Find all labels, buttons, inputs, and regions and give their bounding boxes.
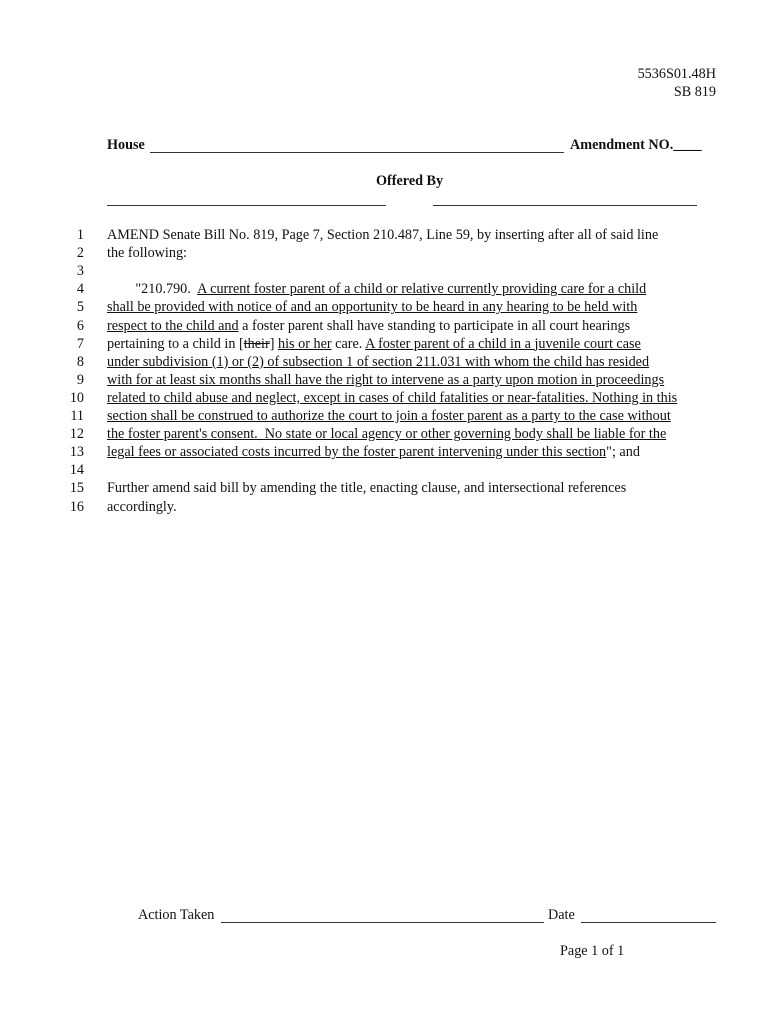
line-number: 6 [76,317,84,334]
line-number: 11 [70,408,84,424]
line-text [107,354,649,371]
line-text [107,390,677,407]
inserted-text: his or her [278,335,332,352]
line-number: 14 [69,462,84,479]
text-segment: Further amend said bill by amending the title, enacting clause, and intersectional references [107,480,627,497]
line-number: 13 [69,444,84,461]
text-segment: pertaining to a child in [ [107,335,244,352]
line-text [107,444,640,461]
inserted-text: A foster parent of a child in a juvenile court case [365,335,641,352]
line-text [107,480,626,497]
inserted-text: the foster parent's consent. No state or local agency or other governing body shall be liable for the [107,426,667,443]
offered-by-line-right [433,205,697,206]
inserted-text: related to child abuse and neglect, except in cases of child fatalities or near-fatalities. Nothing in this [107,389,678,406]
action-taken-label: Action Taken [138,907,215,923]
line-number: 4 [76,281,84,298]
inserted-text: shall be provided with notice of and an opportunity to be heard in any hearing to be held with [107,299,638,316]
bill-number: SB 819 [673,84,716,100]
line-number: 9 [76,371,84,388]
line-number: 8 [76,353,84,370]
date-line [581,922,716,923]
date-label: Date [548,907,575,923]
house-label: House [107,137,145,153]
line-number: 5 [76,299,84,316]
inserted-text: section shall be construed to authorize the court to join a foster parent as a party to the case without [107,408,671,424]
line-text [107,281,646,298]
text-segment: accordingly. [107,498,177,515]
inserted-text: with for at least six months shall have the right to intervene as a party upon motion in proceedings [107,371,665,388]
line-text [107,408,671,425]
offered-by-label: Offered By [376,173,444,189]
inserted-text: A current foster parent of a child or relative currently providing care for a child [197,281,647,298]
offered-by-line-left [107,205,386,206]
line-text [107,336,641,353]
text-segment: ] [269,335,278,352]
document-code: 5536S01.48H [637,66,716,82]
inserted-text: under subdivision (1) or (2) of subsection 1 of section 211.031 with whom the child has resided [107,353,650,370]
line-text [107,318,630,335]
line-number: 10 [69,389,84,406]
house-blank-line [150,152,564,153]
line-number: 15 [69,480,84,497]
text-segment: a foster parent shall have standing to participate in all court hearings [238,317,631,334]
text-segment: AMEND Senate Bill No. 819, Page 7, Section 210.487, Line 59, by inserting after all of said line [107,227,659,243]
line-number: 16 [69,498,84,515]
line-number: 3 [76,263,84,280]
amendment-number-blank: ____ [673,137,702,153]
line-text [107,245,187,262]
inserted-text: legal fees or associated costs incurred by the foster parent intervening under this section [107,444,607,461]
text-segment: "210.790. [107,281,198,298]
line-text [107,372,664,389]
line-number: 2 [76,245,84,262]
deleted-text: their [243,335,270,352]
text-segment: "; and [606,444,640,461]
action-taken-line [221,922,544,923]
page-number: Page 1 of 1 [560,943,625,959]
line-text [107,499,177,516]
inserted-text: respect to the child and [107,317,239,334]
line-number: 7 [76,335,84,352]
text-segment: care. [331,335,366,352]
line-text [107,426,666,443]
text-segment: the following: [107,245,187,262]
line-number: 1 [76,227,84,243]
amendment-label: Amendment NO.____ [570,137,702,153]
line-text [107,227,658,244]
line-text [107,299,637,316]
line-number: 12 [69,426,84,443]
